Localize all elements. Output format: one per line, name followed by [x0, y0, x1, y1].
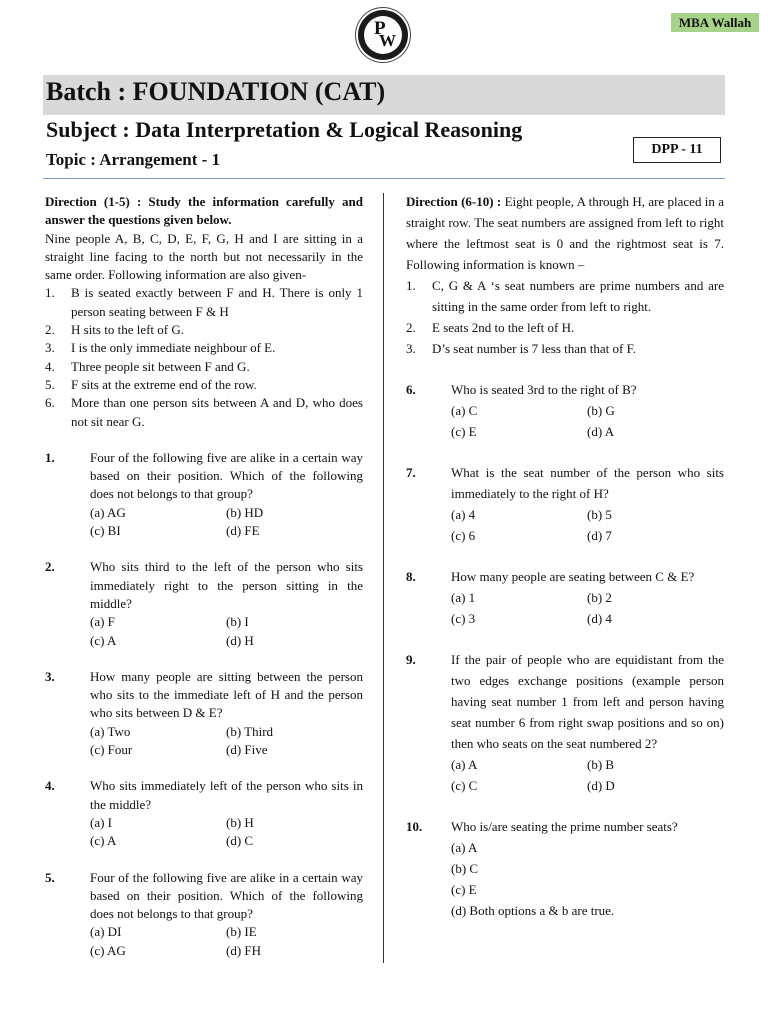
direction-6-10-heading: Direction (6-10) : — [406, 194, 502, 209]
question-gap — [45, 540, 363, 558]
question-number: 6. — [406, 382, 416, 397]
question-stem — [406, 379, 724, 400]
question-4 — [45, 777, 363, 850]
info-item — [45, 339, 363, 357]
question-6 — [406, 379, 724, 442]
question-gap — [406, 359, 724, 379]
question-number: 7. — [406, 465, 416, 480]
info-number: 6. — [45, 395, 55, 411]
info-item — [45, 358, 363, 376]
answer-option: (c) A — [90, 833, 117, 849]
question-stem — [45, 777, 363, 814]
question-text: Four of the following five are alike in a certain way based on their position. Which of the following does not belongs to that group? — [90, 869, 363, 922]
info-text: Three people sit between F and G. — [71, 358, 250, 374]
answer-option: (d) D — [587, 778, 615, 793]
question-text: Who sits immediately left of the person who sits in the middle? — [90, 778, 363, 812]
info-number: 5. — [45, 376, 55, 392]
info-text: B is seated exactly between F and H. There is only 1 person seating between F & H — [71, 285, 363, 319]
answer-option: (c) 3 — [451, 611, 476, 626]
question-5 — [45, 869, 363, 960]
question-number: 10. — [406, 819, 423, 834]
right-info-list — [406, 275, 724, 359]
batch-title: Batch : FOUNDATION (CAT) — [46, 77, 386, 106]
info-number: 2. — [45, 322, 55, 338]
question-number: 3. — [45, 668, 55, 684]
left-question-list — [45, 431, 363, 960]
answer-option: (c) AG — [90, 942, 126, 958]
answer-option: (b) HD — [226, 504, 264, 520]
left-column — [45, 193, 363, 960]
answer-options — [451, 400, 724, 442]
question-stem — [406, 462, 724, 504]
direction-1-5-text: Nine people A, B, C, D, E, F, G, H and I are sitting in a straight line facing to the north but not necessarily in the same order. Following information are also given- — [45, 230, 363, 283]
answer-option: (d) Both options a & b are true. — [451, 903, 615, 918]
answer-option: (b) 5 — [587, 507, 612, 522]
question-gap — [45, 650, 363, 668]
answer-option: (b) I — [226, 614, 249, 630]
answer-option: (c) BI — [90, 523, 121, 539]
answer-options — [451, 754, 724, 796]
right-column — [406, 191, 724, 921]
info-number: 3. — [406, 341, 416, 356]
info-text: I is the only immediate neighbour of E. — [71, 340, 276, 356]
question-9 — [406, 649, 724, 796]
info-number: 1. — [45, 285, 55, 301]
question-number: 5. — [45, 869, 55, 885]
answer-option: (b) C — [451, 861, 479, 876]
logo-letter-w: W — [379, 31, 396, 50]
right-question-list — [406, 359, 724, 921]
question-stem — [45, 558, 363, 613]
answer-option: (c) 6 — [451, 528, 476, 543]
info-item — [45, 376, 363, 394]
answer-option: (d) 4 — [587, 611, 612, 626]
answer-option: (d) FE — [226, 523, 260, 539]
answer-option: (a) C — [451, 403, 478, 418]
answer-option: (c) C — [451, 778, 478, 793]
question-number: 2. — [45, 559, 55, 575]
question-text: How many people are seating between C & E? — [451, 569, 695, 584]
question-stem — [406, 649, 724, 754]
question-text: Who is/are seating the prime number seats? — [451, 819, 678, 834]
answer-option: (a) A — [451, 840, 478, 855]
answer-option: (d) C — [226, 833, 254, 849]
question-8 — [406, 566, 724, 629]
subject-title: Subject : Data Interpretation & Logical Reasoning — [46, 117, 523, 142]
info-item — [406, 338, 724, 359]
answer-option: (c) A — [90, 632, 117, 648]
question-text: If the pair of people who are equidistant from the two edges exchange positions (example person having seat number 1 from left and person having seat number 6 from right swap positions and so on) then who seats on the seat numbered 2? — [451, 652, 724, 751]
direction-1-5-heading: Direction (1-5) : Study the information carefully and answer the questions given below. — [45, 194, 363, 228]
question-text: Four of the following five are alike in a certain way based on their position. Which of the following does not belongs to that group? — [90, 449, 363, 502]
answer-option: (d) A — [587, 424, 615, 439]
dpp-badge: DPP - 11 — [633, 137, 721, 163]
question-10 — [406, 816, 724, 921]
question-stem — [406, 566, 724, 587]
question-gap — [45, 851, 363, 869]
question-stem — [45, 449, 363, 504]
answer-option: (c) E — [451, 424, 477, 439]
info-item — [45, 394, 363, 431]
answer-options — [90, 613, 363, 650]
question-gap — [45, 431, 363, 449]
pw-logo-inner — [364, 16, 402, 54]
answer-option: (a) I — [90, 814, 113, 830]
answer-option: (c) E — [451, 882, 477, 897]
question-stem — [45, 668, 363, 723]
question-gap — [406, 796, 724, 816]
answer-option: (b) G — [587, 403, 615, 418]
info-item — [406, 317, 724, 338]
answer-option: (b) 2 — [587, 590, 612, 605]
header-divider — [43, 178, 725, 179]
topic-title: Topic : Arrangement - 1 — [46, 150, 221, 169]
answer-option: (b) Third — [226, 723, 274, 739]
answer-option: (a) DI — [90, 924, 122, 940]
direction-6-10-text: Eight people, A through H, are placed in a straight row. The seat numbers are assigned from left to right where the leftmost seat is 0 and the rightmost seat is 7. Following information is known – — [406, 194, 724, 272]
question-gap — [406, 629, 724, 649]
answer-options — [451, 837, 724, 921]
answer-option: (a) Two — [90, 723, 131, 739]
info-text: More than one person sits between A and D, who does not sit near G. — [71, 395, 363, 429]
answer-option: (d) FH — [226, 942, 262, 958]
question-number: 1. — [45, 449, 55, 465]
direction-1-5 — [45, 193, 363, 284]
answer-option: (b) IE — [226, 924, 257, 940]
answer-option: (a) F — [90, 614, 115, 630]
info-text: D’s seat number is 7 less than that of F. — [432, 341, 637, 356]
info-number: 4. — [45, 358, 55, 374]
answer-option: (d) 7 — [587, 528, 612, 543]
info-text: F sits at the extreme end of the row. — [71, 376, 257, 392]
question-7 — [406, 462, 724, 546]
question-gap — [406, 546, 724, 566]
answer-option: (b) B — [587, 757, 615, 772]
question-1 — [45, 449, 363, 540]
question-stem — [45, 869, 363, 924]
info-text: C, G & A ‘s seat numbers are prime numbers and are sitting in the same order from left to right. — [432, 278, 724, 314]
question-text: How many people are sitting between the person who sits to the immediate left of H and the person who sits between D & E? — [90, 668, 363, 721]
answer-options — [90, 504, 363, 541]
question-2 — [45, 558, 363, 649]
question-number: 8. — [406, 569, 416, 584]
question-gap — [45, 759, 363, 777]
answer-options — [451, 504, 724, 546]
answer-option: (d) Five — [226, 742, 268, 758]
answer-option: (b) H — [226, 814, 254, 830]
info-number: 3. — [45, 340, 55, 356]
question-text: Who is seated 3rd to the right of B? — [451, 382, 637, 397]
question-number: 9. — [406, 652, 416, 667]
mba-wallah-tag: MBA Wallah — [671, 13, 759, 32]
answer-option: (a) AG — [90, 504, 126, 520]
answer-option: (a) A — [451, 757, 478, 772]
answer-option: (d) H — [226, 632, 254, 648]
direction-6-10 — [406, 191, 724, 275]
answer-option: (c) Four — [90, 742, 133, 758]
info-item — [45, 284, 363, 321]
question-stem — [406, 816, 724, 837]
question-text: Who sits third to the left of the person who sits immediately right to the person sitting in the middle? — [90, 559, 363, 611]
answer-options — [90, 723, 363, 760]
answer-options — [90, 923, 363, 960]
question-text: What is the seat number of the person who sits immediately to the right of H? — [451, 465, 724, 501]
left-info-list — [45, 284, 363, 430]
question-gap — [406, 442, 724, 462]
info-item — [45, 321, 363, 339]
info-item — [406, 275, 724, 317]
answer-option: (a) 4 — [451, 507, 476, 522]
info-number: 1. — [406, 278, 416, 293]
column-divider — [383, 193, 384, 963]
answer-option: (a) 1 — [451, 590, 476, 605]
answer-options — [451, 587, 724, 629]
info-number: 2. — [406, 320, 416, 335]
question-3 — [45, 668, 363, 759]
pw-logo — [358, 10, 408, 60]
answer-options — [90, 814, 363, 851]
info-text: E seats 2nd to the left of H. — [432, 320, 575, 335]
question-number: 4. — [45, 778, 55, 794]
info-text: H sits to the left of G. — [71, 322, 185, 338]
logo-letter-p: P — [374, 18, 386, 39]
